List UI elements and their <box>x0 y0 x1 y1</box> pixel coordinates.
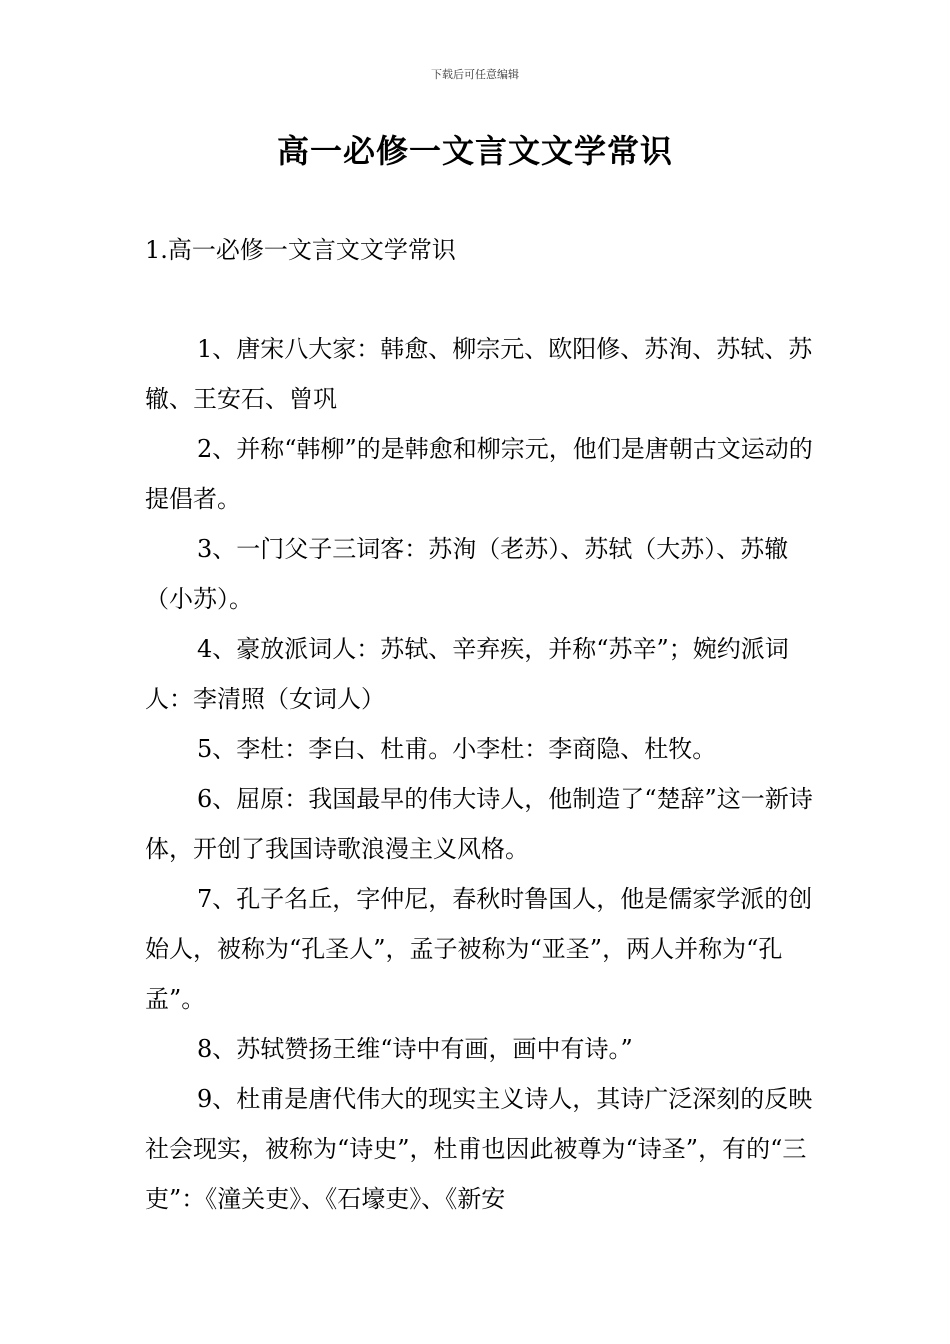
paragraph-7: 7、孔子名丘，字仲尼，春秋时鲁国人，他是儒家学派的创始人，被称为“孔圣人”，孟子被称为“亚圣”，两人并称为“孔孟”。 <box>145 885 813 1013</box>
paragraph-5: 5、李杜：李白、杜甫。小李杜：李商隐、杜牧。 <box>197 735 717 763</box>
body-text <box>145 324 825 1224</box>
paragraph-8: 8、苏轼赞扬王维“诗中有画，画中有诗。” <box>197 1035 633 1063</box>
paragraph-1: 1、唐宋八大家：韩愈、柳宗元、欧阳修、苏洵、苏轼、苏辙、王安石、曾巩 <box>145 335 813 413</box>
paragraph-3: 3、一门父子三词客：苏洵（老苏）、苏轼（大苏）、苏辙（小苏）。 <box>145 535 789 613</box>
header-note: 下载后可任意编辑 <box>431 68 519 81</box>
section-heading: 1.高一必修一文言文文学常识 <box>145 236 456 264</box>
document-title: 高一必修一文言文文学常识 <box>276 132 673 170</box>
paragraph-9: 9、杜甫是唐代伟大的现实主义诗人，其诗广泛深刻的反映社会现实，被称为“诗史”，杜甫也因此被尊为“诗圣”，有的“三吏”：《潼关吏》、《石壕吏》、《新安 <box>145 1085 813 1213</box>
paragraph-2: 2、并称“韩柳”的是韩愈和柳宗元，他们是唐朝古文运动的提倡者。 <box>145 435 813 513</box>
paragraph-6: 6、屈原：我国最早的伟大诗人，他制造了“楚辞”这一新诗体，开创了我国诗歌浪漫主义风格。 <box>145 785 813 863</box>
paragraph-4: 4、豪放派词人：苏轼、辛弃疾，并称“苏辛”；婉约派词人：李清照（女词人） <box>145 635 789 713</box>
